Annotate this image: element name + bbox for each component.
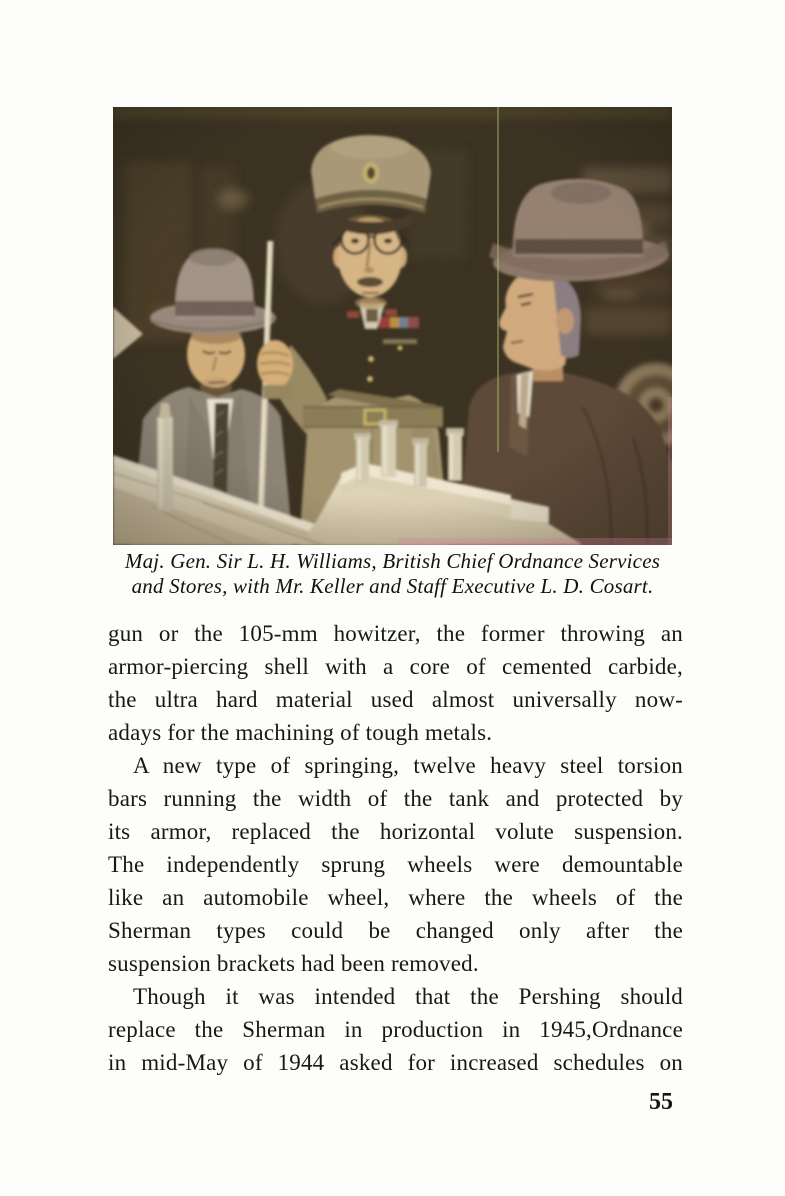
text-line: armor-piercing shell with a core of cemented carbide, (108, 654, 683, 679)
text-line: The independently sprung wheels were demountable (108, 852, 683, 877)
paragraph (108, 749, 683, 980)
text-line: Sherman types could be changed only after the (108, 918, 683, 943)
body-text (108, 617, 683, 1079)
paragraph (108, 980, 683, 1079)
text-line: in mid-May of 1944 asked for increased schedules on (108, 1050, 683, 1075)
text-line: adays for the machining of tough metals. (108, 720, 493, 745)
text-line: bars running the width of the tank and protected by (108, 786, 683, 811)
text-line: the ultra hard material used almost universally now- (108, 687, 683, 712)
photograph (113, 107, 672, 545)
text-line: replace the Sherman in production in 1945,Ordnance (108, 1017, 683, 1042)
text-line: its armor, replaced the horizontal volute suspension. (108, 819, 683, 844)
grain-overlay (113, 107, 672, 545)
caption-line: and Stores, with Mr. Keller and Staff Executive L. D. Cosart. (131, 574, 654, 598)
text-line: Though it was intended that the Pershing should (133, 984, 683, 1009)
text-line: gun or the 105-mm howitzer, the former throwing an (108, 621, 683, 646)
text-line: A new type of springing, twelve heavy steel torsion (133, 753, 683, 778)
photograph-art (113, 107, 672, 545)
paragraph (108, 617, 683, 749)
page-number: 55 (649, 1089, 673, 1115)
text-line: like an automobile wheel, where the wheels of the (108, 885, 683, 910)
caption-line: Maj. Gen. Sir L. H. Williams, British Chief Ordnance Services (124, 549, 661, 573)
photo-caption (108, 549, 677, 599)
text-line: suspension brackets had been removed. (108, 951, 479, 976)
